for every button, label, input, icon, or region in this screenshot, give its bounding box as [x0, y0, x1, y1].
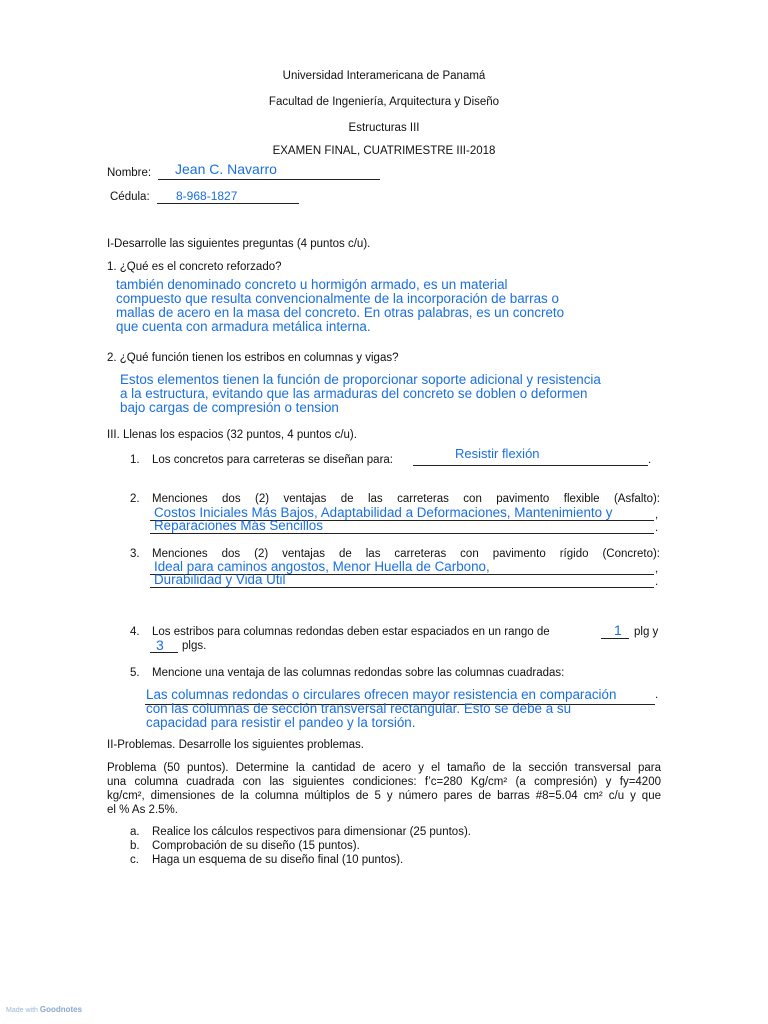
item-2-underline-2 [150, 533, 654, 534]
name-value: Jean C. Navarro [175, 161, 277, 177]
problem-line-4: el % As 2.5%. [107, 804, 178, 816]
item-2-number: 2. [130, 493, 140, 505]
id-value: 8-968-1827 [176, 189, 238, 203]
item-5-text: Mencione una ventaja de las columnas redondas sobre las columnas cuadradas: [152, 667, 565, 679]
item-3-comma: , [655, 563, 659, 575]
task-c-label: c. [130, 854, 139, 866]
item-2-period: . [655, 522, 659, 534]
item-4-answer-a: 1 [614, 622, 622, 638]
id-underline [157, 203, 299, 204]
item-3-answer-line-1: Ideal para caminos angostos, Menor Huella de Carbono, [154, 559, 490, 574]
item-3-period: . [655, 576, 659, 588]
problem-line-3: kg/cm², dimensiones de la columna múltiplos de 5 y número pares de barras #8=5.04 cm² c/u y que [107, 790, 661, 802]
section3-title: III. Llenas los espacios (32 puntos, 4 puntos c/u). [107, 429, 357, 441]
item-5-answer-line-1: Las columnas redondas o circulares ofrecen mayor resistencia en comparación [146, 687, 617, 702]
item-3-underline-2 [150, 587, 654, 588]
section2-title: II-Problemas. Desarrolle los siguientes problemas. [107, 739, 364, 751]
item-3-answer-line-2: Durabilidad y Vida Util [154, 572, 286, 587]
course-name: Estructuras III [348, 122, 420, 134]
watermark-prefix: Made with [6, 1007, 38, 1014]
task-a-text: Realice los cálculos respectivos para dimensionar (25 puntos). [152, 826, 471, 838]
item-1-answer: Resistir flexión [455, 446, 540, 461]
item-2-text: Menciones dos (2) ventajas de las carreteras con pavimento flexible (Asfalto): [152, 493, 660, 505]
item-5-answer-line-3: capacidad para resistir el pandeo y la torsión. [146, 715, 416, 730]
answer-1-line-4: que cuenta con armadura metálica interna. [116, 319, 371, 334]
answer-2-line-2: a la estructura, evitando que las armaduras del concreto se doblen o deformen [120, 386, 588, 401]
item-5-number: 5. [130, 667, 140, 679]
question-2: 2. ¿Qué función tienen los estribos en columnas y vigas? [107, 352, 399, 364]
item-2-answer-line-1: Costos Iniciales Más Bajos, Adaptabilidad a Deformaciones, Mantenimiento y [154, 505, 613, 520]
item-2-comma: , [655, 509, 659, 521]
item-4-text-b: plg y [634, 626, 659, 638]
item-1-period: . [648, 454, 652, 466]
item-4-text-a: Los estribos para columnas redondas deben estar espaciados en un rango de [152, 626, 550, 638]
name-underline [158, 179, 380, 180]
item-4-number: 4. [130, 626, 140, 638]
task-b-label: b. [130, 840, 140, 852]
task-c-text: Haga un esquema de su diseño final (10 puntos). [152, 854, 404, 866]
item-4-underline-2 [150, 652, 178, 653]
task-a-label: a. [130, 826, 140, 838]
item-4-underline-1 [601, 638, 629, 639]
faculty-name: Facultad de Ingeniería, Arquitectura y Diseño [268, 96, 500, 108]
item-3-number: 3. [130, 548, 140, 560]
exam-title: EXAMEN FINAL, CUATRIMESTRE III-2018 [272, 145, 496, 157]
item-1-text: Los concretos para carreteras se diseñan para: [152, 454, 393, 466]
item-3-text: Menciones dos (2) ventajas de las carreteras con pavimento rígido (Concreto): [152, 548, 660, 560]
answer-2-line-1: Estos elementos tienen la función de proporcionar soporte adicional y resistencia [120, 372, 601, 387]
goodnotes-watermark [6, 1005, 82, 1014]
name-label: Nombre: [107, 167, 152, 179]
university-name: Universidad Interamericana de Panamá [282, 70, 486, 82]
answer-2-line-3: bajo cargas de compresión o tension [120, 400, 339, 415]
item-1-underline [413, 465, 648, 466]
answer-1-line-1: también denominado concreto u hormigón armado, es un material [116, 277, 508, 292]
task-b-text: Comprobación de su diseño (15 puntos). [152, 840, 360, 852]
id-label: Cédula: [110, 191, 150, 203]
answer-1-line-2: compuesto que resulta convencionalmente de la incorporación de barras o [116, 291, 559, 306]
item-4-text-c: plgs. [182, 640, 207, 652]
item-2-answer-line-2: Reparaciones Más Sencillos [154, 518, 323, 533]
item-1-number: 1. [130, 454, 140, 466]
answer-1-line-3: mallas de acero en la masa del concreto. En otras palabras, es un concreto [116, 305, 565, 320]
question-1: 1. ¿Qué es el concreto reforzado? [107, 261, 282, 273]
problem-line-1: Problema (50 puntos). Determine la cantidad de acero y el tamaño de la sección transversal para [107, 762, 661, 774]
item-4-answer-b: 3 [156, 637, 164, 653]
watermark-brand: Goodnotes [39, 1005, 83, 1014]
item-5-answer-line-2: con las columnas de sección transversal rectangular. Esto se debe a su [146, 701, 572, 716]
item-5-period: . [655, 689, 659, 701]
problem-line-2: una columna cuadrada con las siguientes condiciones: f’c=280 Kg/cm² (a compresión) y fy=4200 [107, 776, 661, 788]
section1-title: I-Desarrolle las siguientes preguntas (4 puntos c/u). [107, 238, 371, 250]
